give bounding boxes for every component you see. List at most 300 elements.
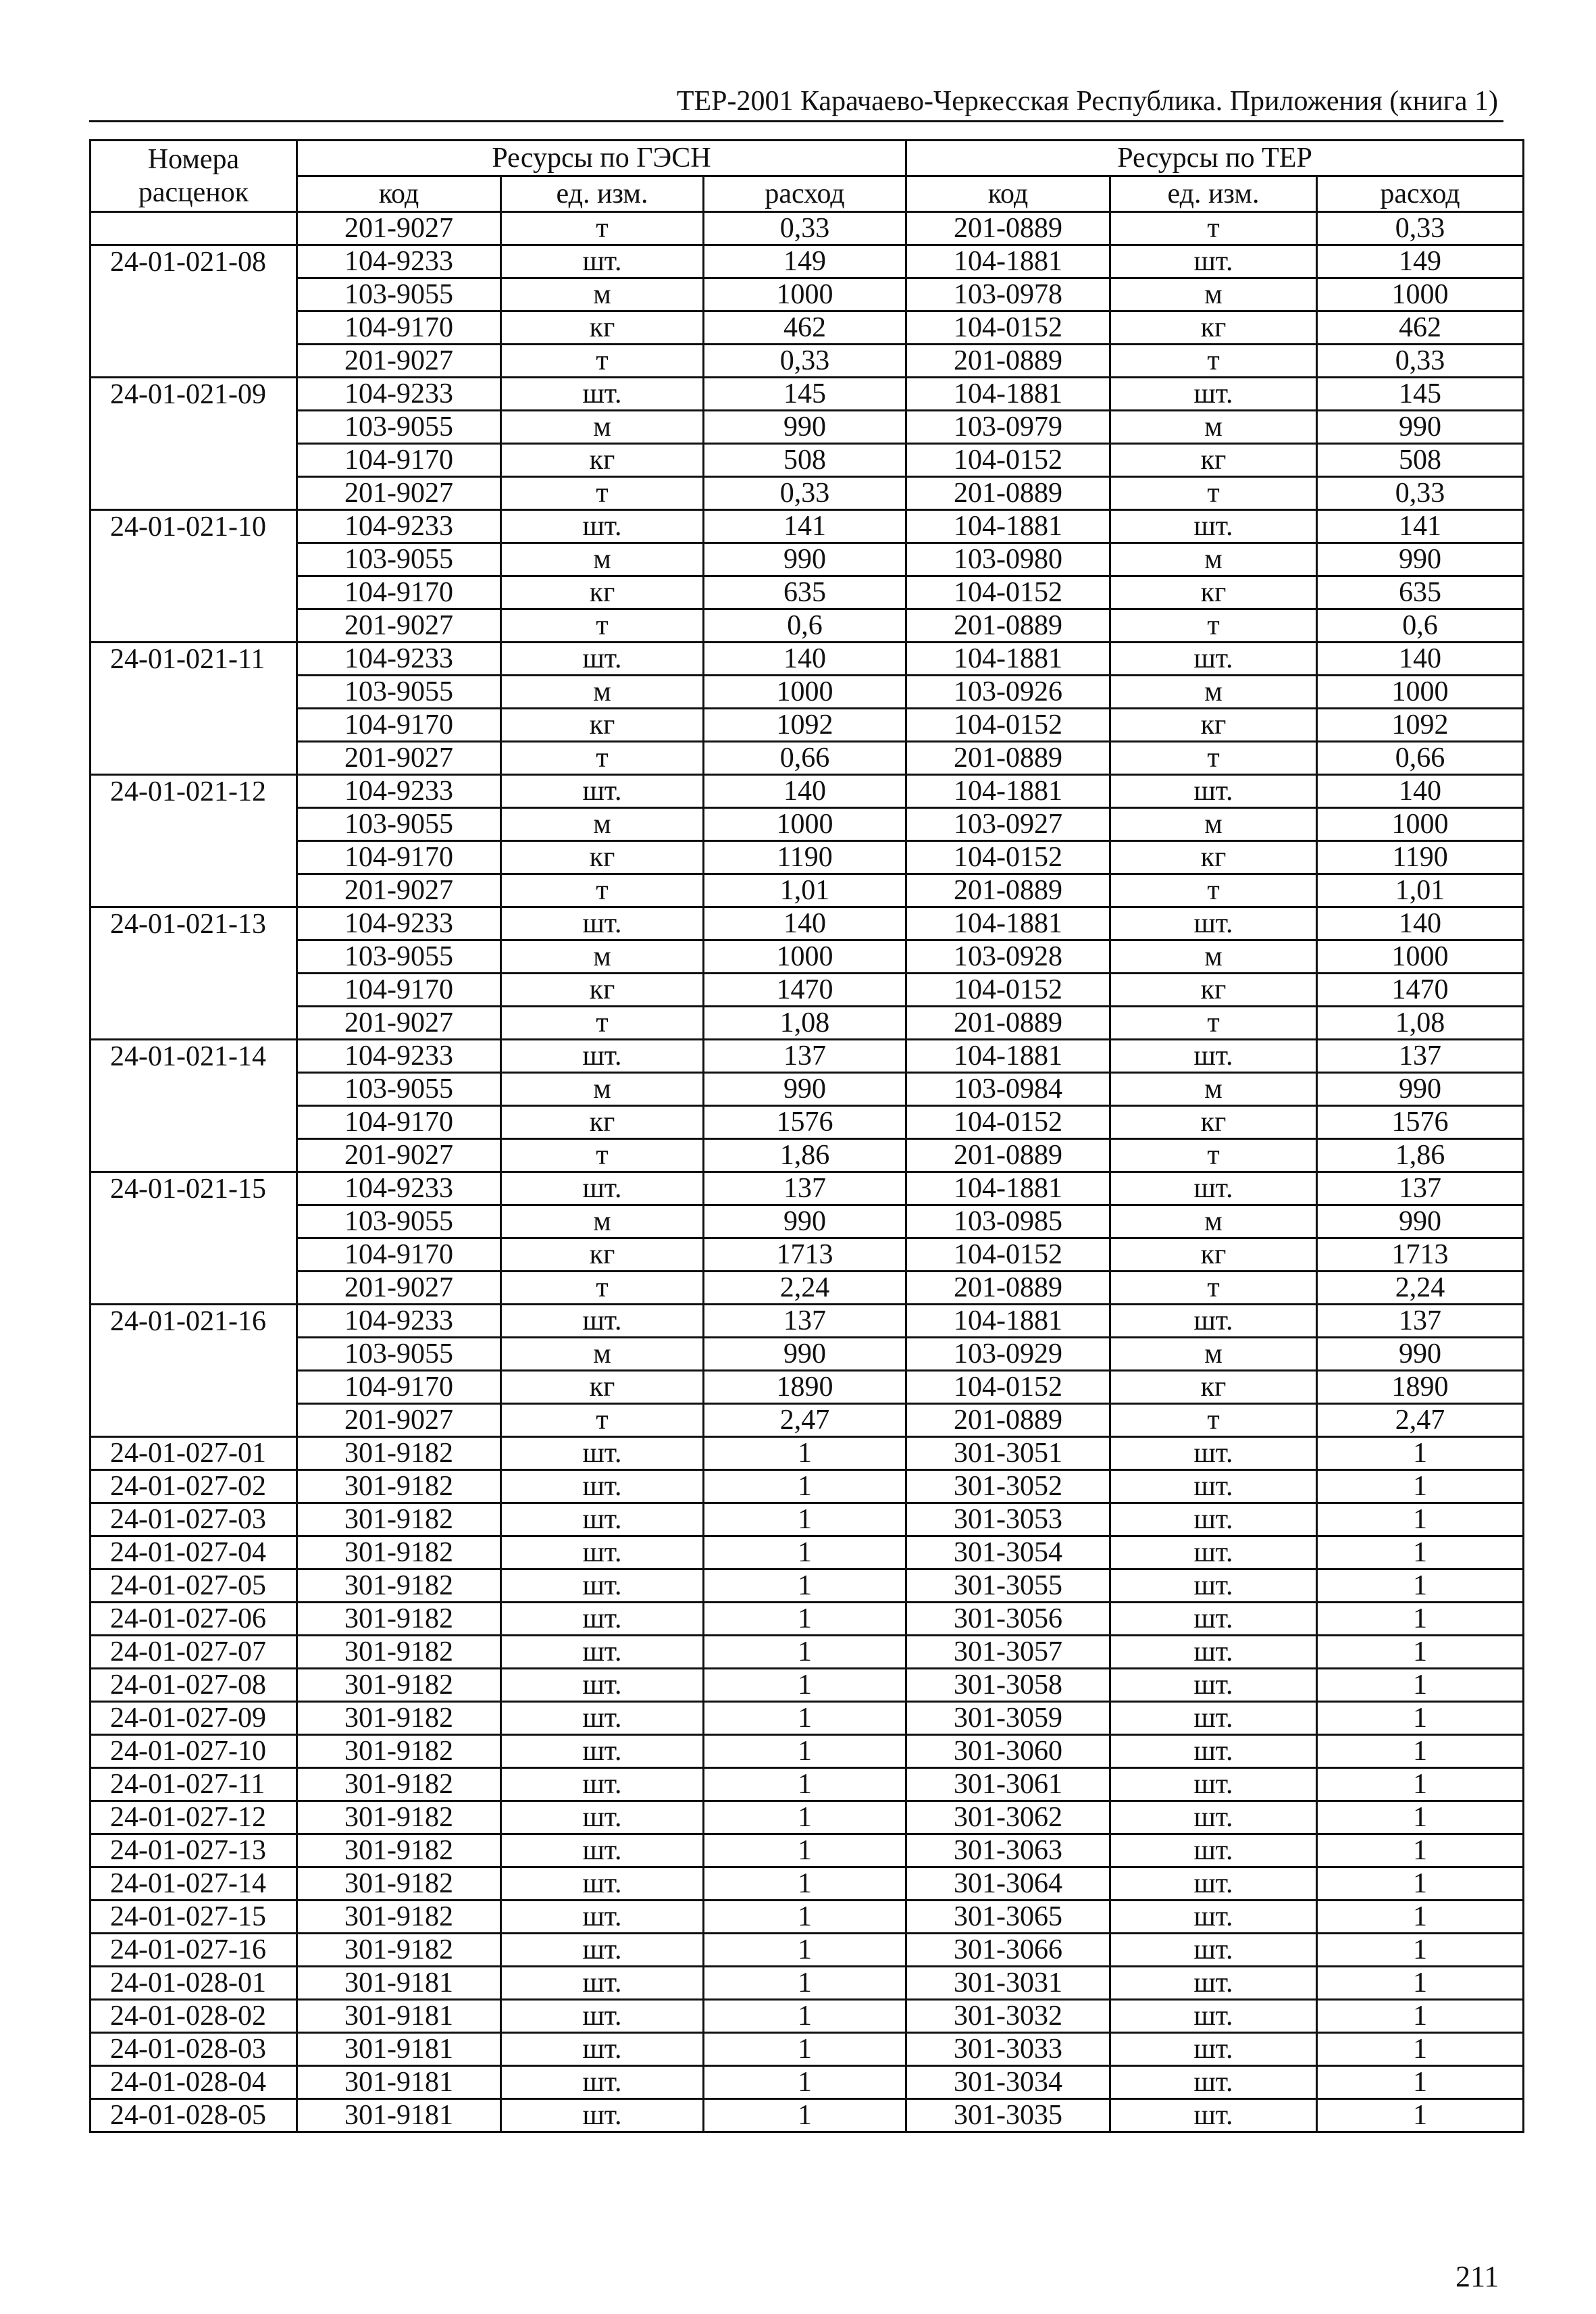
gesn-qty-cell: 1576 [704, 1106, 906, 1139]
ter-code-cell: 104-0152 [906, 1238, 1110, 1272]
gesn-qty-cell: 1 [704, 1934, 906, 1967]
gesn-unit-cell: кг [501, 1371, 704, 1404]
ter-code-cell: 301-3061 [906, 1768, 1110, 1801]
gesn-unit-cell: м [501, 411, 704, 444]
gesn-unit-cell: т [501, 1139, 704, 1172]
gesn-code-cell: 301-9182 [297, 1834, 501, 1867]
ter-unit-cell: шт. [1110, 1470, 1317, 1503]
table-row [91, 841, 1524, 874]
gesn-qty-cell: 1 [704, 1867, 906, 1901]
rate-number-cell: 24-01-027-11 [91, 1768, 297, 1801]
table-row [91, 907, 1524, 940]
ter-qty-cell: 1000 [1317, 676, 1524, 709]
ter-unit-cell: шт. [1110, 510, 1317, 543]
ter-unit-cell: шт. [1110, 1702, 1317, 1735]
gesn-code-cell: 104-9233 [297, 1172, 501, 1205]
rate-number-cell: 24-01-027-04 [91, 1536, 297, 1569]
ter-code-cell: 103-0979 [906, 411, 1110, 444]
ter-qty-cell: 0,6 [1317, 609, 1524, 643]
rate-number-cell [91, 1404, 297, 1437]
table-row [91, 1702, 1524, 1735]
rate-number-cell [91, 278, 297, 311]
ter-unit-cell: кг [1110, 1106, 1317, 1139]
table-row [91, 1205, 1524, 1238]
ter-code-cell: 103-0980 [906, 543, 1110, 576]
table-row [91, 1338, 1524, 1371]
rate-number-cell: 24-01-027-05 [91, 1569, 297, 1603]
gesn-code-cell: 301-9182 [297, 1470, 501, 1503]
table-row [91, 1834, 1524, 1867]
gesn-code-cell: 301-9182 [297, 1901, 501, 1934]
gesn-qty-cell: 0,33 [704, 212, 906, 245]
gesn-unit-cell: шт. [501, 1768, 704, 1801]
ter-code-cell: 301-3034 [906, 2066, 1110, 2099]
rate-number-cell: 24-01-027-12 [91, 1801, 297, 1834]
ter-unit-cell: т [1110, 874, 1317, 907]
ter-code-cell: 301-3059 [906, 1702, 1110, 1735]
ter-unit-cell: кг [1110, 1238, 1317, 1272]
ter-qty-cell: 1 [1317, 1437, 1524, 1470]
gesn-code-cell: 301-9182 [297, 1768, 501, 1801]
page-header [89, 78, 1503, 122]
ter-code-cell: 201-0889 [906, 742, 1110, 775]
ter-qty-cell: 1 [1317, 1503, 1524, 1536]
gesn-qty-cell: 1 [704, 1437, 906, 1470]
ter-qty-cell: 1000 [1317, 808, 1524, 841]
ter-code-cell: 104-1881 [906, 510, 1110, 543]
gesn-code-cell: 301-9182 [297, 1702, 501, 1735]
ter-qty-cell: 1092 [1317, 709, 1524, 742]
ter-unit-cell: шт. [1110, 1603, 1317, 1636]
table-row [91, 212, 1524, 245]
gesn-code-cell: 104-9233 [297, 775, 501, 808]
gesn-unit-cell: шт. [501, 1801, 704, 1834]
ter-qty-cell: 1 [1317, 1768, 1524, 1801]
rate-number-cell [91, 1338, 297, 1371]
gesn-unit-cell: шт. [501, 1040, 704, 1073]
rate-number-cell [91, 1139, 297, 1172]
ter-code-cell: 301-3066 [906, 1934, 1110, 1967]
ter-unit-cell: шт. [1110, 378, 1317, 411]
ter-unit-cell: т [1110, 345, 1317, 378]
ter-code-cell: 201-0889 [906, 477, 1110, 510]
ter-code-cell: 103-0985 [906, 1205, 1110, 1238]
table-row [91, 1867, 1524, 1901]
ter-unit-cell: т [1110, 477, 1317, 510]
ter-unit-cell: шт. [1110, 1867, 1317, 1901]
gesn-unit-cell: шт. [501, 378, 704, 411]
ter-unit-cell: шт. [1110, 907, 1317, 940]
gesn-code-cell: 301-9182 [297, 1569, 501, 1603]
gesn-code-cell: 104-9170 [297, 576, 501, 609]
gesn-unit-cell: т [501, 609, 704, 643]
ter-unit-cell: м [1110, 1338, 1317, 1371]
ter-qty-cell: 149 [1317, 245, 1524, 278]
ter-qty-cell: 0,33 [1317, 212, 1524, 245]
rate-number-cell: 24-01-027-02 [91, 1470, 297, 1503]
resource-table [89, 139, 1524, 2133]
ter-qty-cell: 1 [1317, 1569, 1524, 1603]
ter-qty-cell: 1 [1317, 1834, 1524, 1867]
gesn-unit-cell: кг [501, 311, 704, 345]
ter-qty-cell: 1 [1317, 1636, 1524, 1669]
gesn-unit-cell: шт. [501, 1470, 704, 1503]
gesn-qty-cell: 1 [704, 1901, 906, 1934]
gesn-code-cell: 103-9055 [297, 1338, 501, 1371]
ter-unit-cell: т [1110, 609, 1317, 643]
ter-unit-cell: м [1110, 1073, 1317, 1106]
ter-code-cell: 301-3054 [906, 1536, 1110, 1569]
gesn-qty-cell: 137 [704, 1172, 906, 1205]
gesn-code-cell: 201-9027 [297, 742, 501, 775]
ter-unit-cell: т [1110, 1404, 1317, 1437]
table-row [91, 1901, 1524, 1934]
rate-number-cell: 24-01-021-11 [91, 643, 297, 676]
gesn-unit-cell: м [501, 676, 704, 709]
gesn-code-cell: 104-9170 [297, 311, 501, 345]
rate-number-cell [91, 477, 297, 510]
ter-qty-cell: 990 [1317, 1205, 1524, 1238]
gesn-code-cell: 301-9182 [297, 1536, 501, 1569]
ter-qty-cell: 990 [1317, 411, 1524, 444]
table-row [91, 2033, 1524, 2066]
ter-unit-cell: шт. [1110, 2033, 1317, 2066]
header-rate-number [91, 141, 297, 212]
ter-code-cell: 301-3060 [906, 1735, 1110, 1768]
table-row [91, 1139, 1524, 1172]
gesn-code-cell: 301-9182 [297, 1603, 501, 1636]
table-row [91, 676, 1524, 709]
ter-qty-cell: 0,33 [1317, 345, 1524, 378]
rate-number-cell [91, 543, 297, 576]
gesn-code-cell: 301-9181 [297, 1967, 501, 2000]
gesn-qty-cell: 140 [704, 643, 906, 676]
gesn-code-cell: 301-9182 [297, 1934, 501, 1967]
ter-qty-cell: 1 [1317, 1967, 1524, 2000]
gesn-code-cell: 104-9233 [297, 245, 501, 278]
gesn-qty-cell: 1713 [704, 1238, 906, 1272]
gesn-unit-cell: т [501, 742, 704, 775]
gesn-unit-cell: м [501, 808, 704, 841]
gesn-code-cell: 103-9055 [297, 1205, 501, 1238]
gesn-code-cell: 104-9233 [297, 643, 501, 676]
rate-number-cell [91, 874, 297, 907]
gesn-code-cell: 103-9055 [297, 940, 501, 974]
rate-number-cell: 24-01-021-12 [91, 775, 297, 808]
gesn-qty-cell: 462 [704, 311, 906, 345]
gesn-code-cell: 104-9233 [297, 378, 501, 411]
gesn-unit-cell: шт. [501, 1172, 704, 1205]
rate-number-cell: 24-01-028-02 [91, 2000, 297, 2033]
ter-unit-cell: шт. [1110, 1040, 1317, 1073]
ter-unit-cell: шт. [1110, 1901, 1317, 1934]
rate-number-cell [91, 411, 297, 444]
table-row [91, 1735, 1524, 1768]
gesn-qty-cell: 141 [704, 510, 906, 543]
ter-code-cell: 104-0152 [906, 1371, 1110, 1404]
gesn-qty-cell: 1,01 [704, 874, 906, 907]
gesn-qty-cell: 1 [704, 1834, 906, 1867]
gesn-unit-cell: шт. [501, 1569, 704, 1603]
ter-code-cell: 201-0889 [906, 1139, 1110, 1172]
header-ter-qty: расход [1317, 176, 1524, 212]
table-row [91, 1106, 1524, 1139]
ter-code-cell: 301-3053 [906, 1503, 1110, 1536]
gesn-qty-cell: 1 [704, 1569, 906, 1603]
rate-number-cell: 24-01-021-15 [91, 1172, 297, 1205]
ter-unit-cell: шт. [1110, 1967, 1317, 2000]
ter-code-cell: 104-1881 [906, 1040, 1110, 1073]
ter-code-cell: 104-1881 [906, 643, 1110, 676]
gesn-unit-cell: кг [501, 974, 704, 1007]
gesn-code-cell: 103-9055 [297, 411, 501, 444]
rate-number-cell [91, 609, 297, 643]
ter-code-cell: 201-0889 [906, 1272, 1110, 1305]
gesn-unit-cell: шт. [501, 1437, 704, 1470]
rate-number-cell: 24-01-027-14 [91, 1867, 297, 1901]
gesn-unit-cell: кг [501, 1238, 704, 1272]
rate-number-cell: 24-01-027-07 [91, 1636, 297, 1669]
gesn-unit-cell: м [501, 1338, 704, 1371]
ter-unit-cell: кг [1110, 1371, 1317, 1404]
gesn-unit-cell: шт. [501, 2099, 704, 2132]
gesn-code-cell: 301-9182 [297, 1801, 501, 1834]
gesn-qty-cell: 149 [704, 245, 906, 278]
ter-code-cell: 104-1881 [906, 245, 1110, 278]
ter-qty-cell: 1 [1317, 1901, 1524, 1934]
document-title: ТЕР-2001 Карачаево-Черкесская Республика. Приложения (книга 1) [676, 86, 1498, 117]
gesn-unit-cell: кг [501, 576, 704, 609]
ter-unit-cell: кг [1110, 841, 1317, 874]
ter-unit-cell: шт. [1110, 1503, 1317, 1536]
gesn-unit-cell: шт. [501, 1901, 704, 1934]
table-row [91, 278, 1524, 311]
gesn-code-cell: 301-9181 [297, 2000, 501, 2033]
ter-qty-cell: 1 [1317, 1536, 1524, 1569]
gesn-qty-cell: 0,33 [704, 345, 906, 378]
gesn-qty-cell: 1,86 [704, 1139, 906, 1172]
rate-number-cell: 24-01-027-13 [91, 1834, 297, 1867]
gesn-qty-cell: 1 [704, 1470, 906, 1503]
ter-qty-cell: 1 [1317, 1470, 1524, 1503]
table-row [91, 1934, 1524, 1967]
gesn-code-cell: 201-9027 [297, 477, 501, 510]
gesn-unit-cell: шт. [501, 1636, 704, 1669]
gesn-code-cell: 104-9170 [297, 444, 501, 477]
table-row [91, 609, 1524, 643]
ter-code-cell: 301-3032 [906, 2000, 1110, 2033]
gesn-qty-cell: 0,6 [704, 609, 906, 643]
gesn-code-cell: 103-9055 [297, 1073, 501, 1106]
gesn-qty-cell: 1 [704, 1768, 906, 1801]
table-row [91, 742, 1524, 775]
ter-unit-cell: т [1110, 742, 1317, 775]
header-gesn-qty: расход [704, 176, 906, 212]
rate-number-cell: 24-01-027-09 [91, 1702, 297, 1735]
ter-unit-cell: шт. [1110, 1768, 1317, 1801]
gesn-code-cell: 104-9170 [297, 974, 501, 1007]
ter-code-cell: 104-0152 [906, 1106, 1110, 1139]
gesn-qty-cell: 1,08 [704, 1007, 906, 1040]
rate-number-cell [91, 940, 297, 974]
ter-qty-cell: 1 [1317, 2099, 1524, 2132]
gesn-qty-cell: 1000 [704, 676, 906, 709]
ter-unit-cell: шт. [1110, 1834, 1317, 1867]
rate-number-cell: 24-01-021-10 [91, 510, 297, 543]
gesn-code-cell: 103-9055 [297, 278, 501, 311]
ter-unit-cell: т [1110, 1007, 1317, 1040]
gesn-unit-cell: т [501, 477, 704, 510]
rate-number-cell [91, 1007, 297, 1040]
gesn-qty-cell: 1 [704, 1503, 906, 1536]
gesn-qty-cell: 1190 [704, 841, 906, 874]
ter-code-cell: 104-1881 [906, 1305, 1110, 1338]
ter-code-cell: 201-0889 [906, 609, 1110, 643]
gesn-qty-cell: 1 [704, 1669, 906, 1702]
table-row [91, 1636, 1524, 1669]
ter-unit-cell: шт. [1110, 1536, 1317, 1569]
gesn-code-cell: 201-9027 [297, 874, 501, 907]
ter-code-cell: 104-0152 [906, 444, 1110, 477]
ter-code-cell: 104-1881 [906, 907, 1110, 940]
gesn-unit-cell: м [501, 940, 704, 974]
ter-unit-cell: шт. [1110, 1305, 1317, 1338]
rate-number-cell: 24-01-027-06 [91, 1603, 297, 1636]
ter-qty-cell: 141 [1317, 510, 1524, 543]
ter-qty-cell: 1000 [1317, 278, 1524, 311]
gesn-code-cell: 301-9182 [297, 1867, 501, 1901]
header-gesn-code: код [297, 176, 501, 212]
ter-code-cell: 301-3052 [906, 1470, 1110, 1503]
rate-number-cell [91, 1238, 297, 1272]
rate-number-cell: 24-01-028-05 [91, 2099, 297, 2132]
ter-code-cell: 103-0926 [906, 676, 1110, 709]
table-row [91, 543, 1524, 576]
table-row [91, 1603, 1524, 1636]
ter-unit-cell: м [1110, 676, 1317, 709]
table-row [91, 1305, 1524, 1338]
rate-number-cell [91, 709, 297, 742]
gesn-unit-cell: шт. [501, 245, 704, 278]
gesn-qty-cell: 1 [704, 1967, 906, 2000]
gesn-qty-cell: 508 [704, 444, 906, 477]
rate-number-cell [91, 1272, 297, 1305]
gesn-qty-cell: 140 [704, 907, 906, 940]
ter-code-cell: 104-0152 [906, 974, 1110, 1007]
table-row [91, 643, 1524, 676]
ter-qty-cell: 1 [1317, 1669, 1524, 1702]
ter-code-cell: 201-0889 [906, 212, 1110, 245]
header-gesn-group: Ресурсы по ГЭСН [297, 141, 906, 176]
gesn-code-cell: 301-9182 [297, 1735, 501, 1768]
rate-number-cell [91, 212, 297, 245]
ter-code-cell: 201-0889 [906, 1404, 1110, 1437]
rate-number-cell [91, 974, 297, 1007]
ter-qty-cell: 1 [1317, 1867, 1524, 1901]
ter-qty-cell: 140 [1317, 775, 1524, 808]
ter-code-cell: 104-1881 [906, 378, 1110, 411]
table-row [91, 1371, 1524, 1404]
ter-qty-cell: 1 [1317, 2066, 1524, 2099]
ter-qty-cell: 1890 [1317, 1371, 1524, 1404]
table-row [91, 2099, 1524, 2132]
table-row [91, 1569, 1524, 1603]
ter-code-cell: 301-3058 [906, 1669, 1110, 1702]
ter-qty-cell: 1 [1317, 2033, 1524, 2066]
ter-unit-cell: шт. [1110, 1172, 1317, 1205]
ter-qty-cell: 1,08 [1317, 1007, 1524, 1040]
ter-unit-cell: м [1110, 543, 1317, 576]
ter-unit-cell: м [1110, 808, 1317, 841]
table-row [91, 345, 1524, 378]
gesn-qty-cell: 1 [704, 1636, 906, 1669]
gesn-qty-cell: 2,47 [704, 1404, 906, 1437]
header-ter-code: код [906, 176, 1110, 212]
rate-number-cell [91, 676, 297, 709]
gesn-qty-cell: 1 [704, 2099, 906, 2132]
gesn-unit-cell: шт. [501, 907, 704, 940]
gesn-unit-cell: кг [501, 709, 704, 742]
gesn-unit-cell: шт. [501, 1834, 704, 1867]
gesn-unit-cell: т [501, 1007, 704, 1040]
ter-unit-cell: шт. [1110, 1636, 1317, 1669]
ter-qty-cell: 1,86 [1317, 1139, 1524, 1172]
ter-qty-cell: 1 [1317, 2000, 1524, 2033]
ter-unit-cell: кг [1110, 444, 1317, 477]
table-row [91, 974, 1524, 1007]
ter-qty-cell: 1000 [1317, 940, 1524, 974]
gesn-code-cell: 103-9055 [297, 676, 501, 709]
gesn-code-cell: 201-9027 [297, 1007, 501, 1040]
gesn-code-cell: 103-9055 [297, 543, 501, 576]
ter-code-cell: 201-0889 [906, 874, 1110, 907]
ter-unit-cell: шт. [1110, 2099, 1317, 2132]
table-row [91, 477, 1524, 510]
gesn-qty-cell: 1 [704, 1735, 906, 1768]
ter-code-cell: 104-1881 [906, 775, 1110, 808]
ter-qty-cell: 635 [1317, 576, 1524, 609]
gesn-qty-cell: 1890 [704, 1371, 906, 1404]
ter-unit-cell: шт. [1110, 2066, 1317, 2099]
rate-number-cell [91, 841, 297, 874]
header-rate-number-label: Номера расценок [138, 144, 249, 208]
header-gesn-unit: ед. изм. [501, 176, 704, 212]
gesn-qty-cell: 1 [704, 2000, 906, 2033]
gesn-code-cell: 301-9182 [297, 1437, 501, 1470]
ter-code-cell: 104-0152 [906, 576, 1110, 609]
gesn-qty-cell: 137 [704, 1305, 906, 1338]
ter-code-cell: 301-3056 [906, 1603, 1110, 1636]
gesn-unit-cell: т [501, 1404, 704, 1437]
table-row [91, 1967, 1524, 2000]
ter-code-cell: 104-1881 [906, 1172, 1110, 1205]
gesn-code-cell: 201-9027 [297, 212, 501, 245]
gesn-code-cell: 103-9055 [297, 808, 501, 841]
ter-code-cell: 301-3033 [906, 2033, 1110, 2066]
gesn-qty-cell: 990 [704, 411, 906, 444]
ter-unit-cell: шт. [1110, 643, 1317, 676]
rate-number-cell [91, 1371, 297, 1404]
gesn-qty-cell: 1 [704, 1603, 906, 1636]
gesn-unit-cell: шт. [501, 775, 704, 808]
ter-unit-cell: шт. [1110, 2000, 1317, 2033]
gesn-qty-cell: 1000 [704, 808, 906, 841]
table-row [91, 245, 1524, 278]
ter-code-cell: 103-0927 [906, 808, 1110, 841]
gesn-code-cell: 301-9181 [297, 2033, 501, 2066]
ter-qty-cell: 0,66 [1317, 742, 1524, 775]
ter-qty-cell: 0,33 [1317, 477, 1524, 510]
